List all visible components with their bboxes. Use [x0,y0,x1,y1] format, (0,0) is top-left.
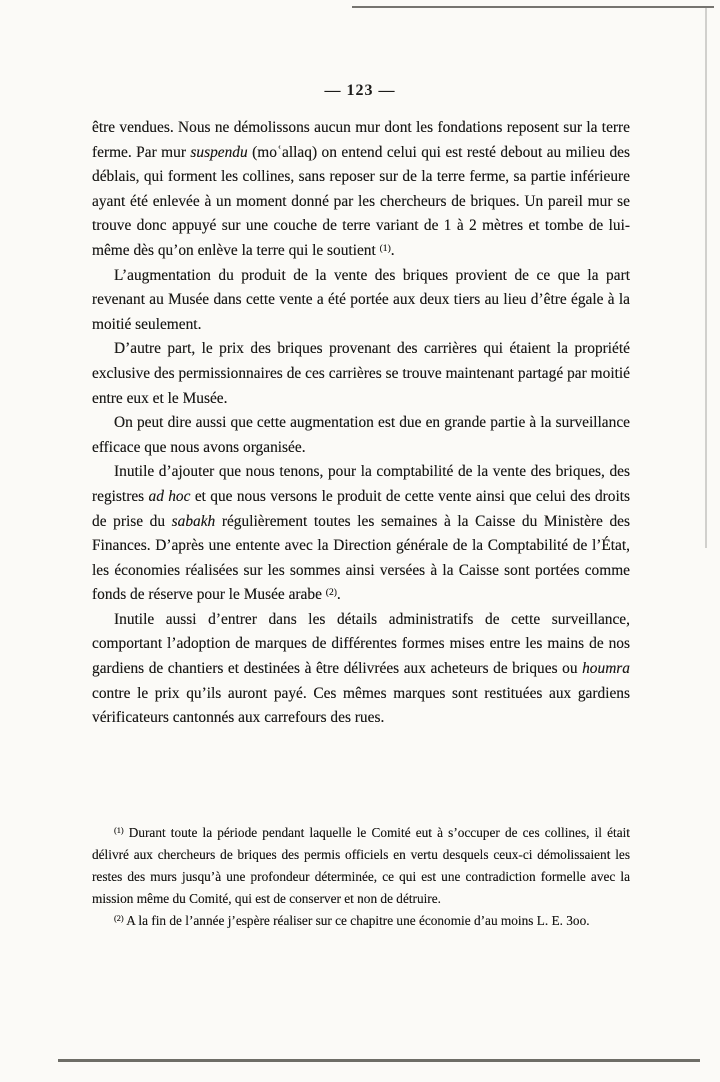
text-run: Durant toute la période pendant laquelle le Comité eut à s’occuper de ces collines, il était délivré aux chercheurs de briques des permis officiels en vertu desquels ceux-ci démolissaient les restes des murs jusqu’à une profondeur déterminée, ce qui est une contradiction formelle avec la mission même du Comité, qui est de conserver et non de détruire. [92,825,630,906]
text-run: être vendues. Nous ne démolissons aucun mur dont les fondations reposent sur la terre ferme. Par mur [92,119,630,161]
paragraph [92,337,630,411]
footnote-marker: (1) [114,826,124,836]
text-run: . [336,586,341,604]
italic-term: suspendu [190,143,248,161]
text-run: (moʿallaq) on entend celui qui est resté debout au milieu des déblais, qui forment les collines, sans reposer sur de la terre ferme, sa partie inférieure ayant été enlevée à un moment donné par les chercheurs de briques. Un pareil mur se trouve donc appuyé sur une couche de terre variant de 1 à 2 mètres et tombe de lui-même dès qu’on enlève la terre qui le soutient [92,143,630,259]
text-run: régulièrement toutes les semaines à la Caisse du Ministère des Finances. D’après une entente avec la Direction générale de la Comptabilité de l’État, les économies réalisées sur les sommes ainsi versées à la Caisse sont portées comme fonds de réserve pour le Musée arabe [92,512,630,604]
italic-term: ad hoc [148,487,191,505]
paragraph [92,264,630,338]
body-text [92,116,630,731]
text-run: Inutile d’ajouter que nous tenons, pour la comptabilité de la vente des briques, des registres [92,463,630,505]
paragraph [92,411,630,460]
italic-term: houmra [582,660,630,678]
paragraph [92,608,630,731]
footnote [92,910,630,932]
footnote-marker: (2) [114,914,124,924]
footnote [92,822,630,910]
text-run: A la fin de l’année j’espère réaliser sur ce chapitre une économie d’au moins L. E. 3oo. [123,913,590,928]
footnote-marker: (1) [379,242,391,254]
paragraph [92,116,630,264]
text-run: . [390,241,395,259]
italic-term: sabakh [171,512,216,530]
paragraph [92,460,630,608]
page-number: — 123 — [324,82,396,99]
footnote-marker: (2) [325,587,337,598]
footnotes-section [92,822,630,932]
scan-edge-bottom [58,1059,700,1062]
text-run: contre le prix qu’ils auront payé. Ces mêmes marques sont restituées aux gardiens vérificateurs cantonnés aux carrefours des rues. [92,684,630,727]
text-run: On peut dire aussi que cette augmentation est due en grande partie à la surveillance efficace que nous avons organisée. [92,414,630,456]
text-run: et que nous versons le produit de cette vente ainsi que celui des droits de prise du [92,487,630,530]
text-run: D’autre part, le prix des briques provenant des carrières qui étaient la propriété exclusive des permissionnaires de ces carrières se trouve maintenant partagé par moitié entre eux et le Musée. [92,340,630,407]
scan-edge-top [352,6,714,8]
text-run: L’augmentation du produit de la vente des briques provient de ce que la part revenant au Musée dans cette vente a été portée aux deux tiers au lieu d’être égale à la moitié seulement. [92,266,630,333]
text-run: Inutile aussi d’entrer dans les détails administratifs de cette surveillance, comportant l’adoption de marques de différentes formes mises entre les mains de nos gardiens de chantiers et destinées à être délivrées aux acheteurs de briques ou [92,610,630,678]
